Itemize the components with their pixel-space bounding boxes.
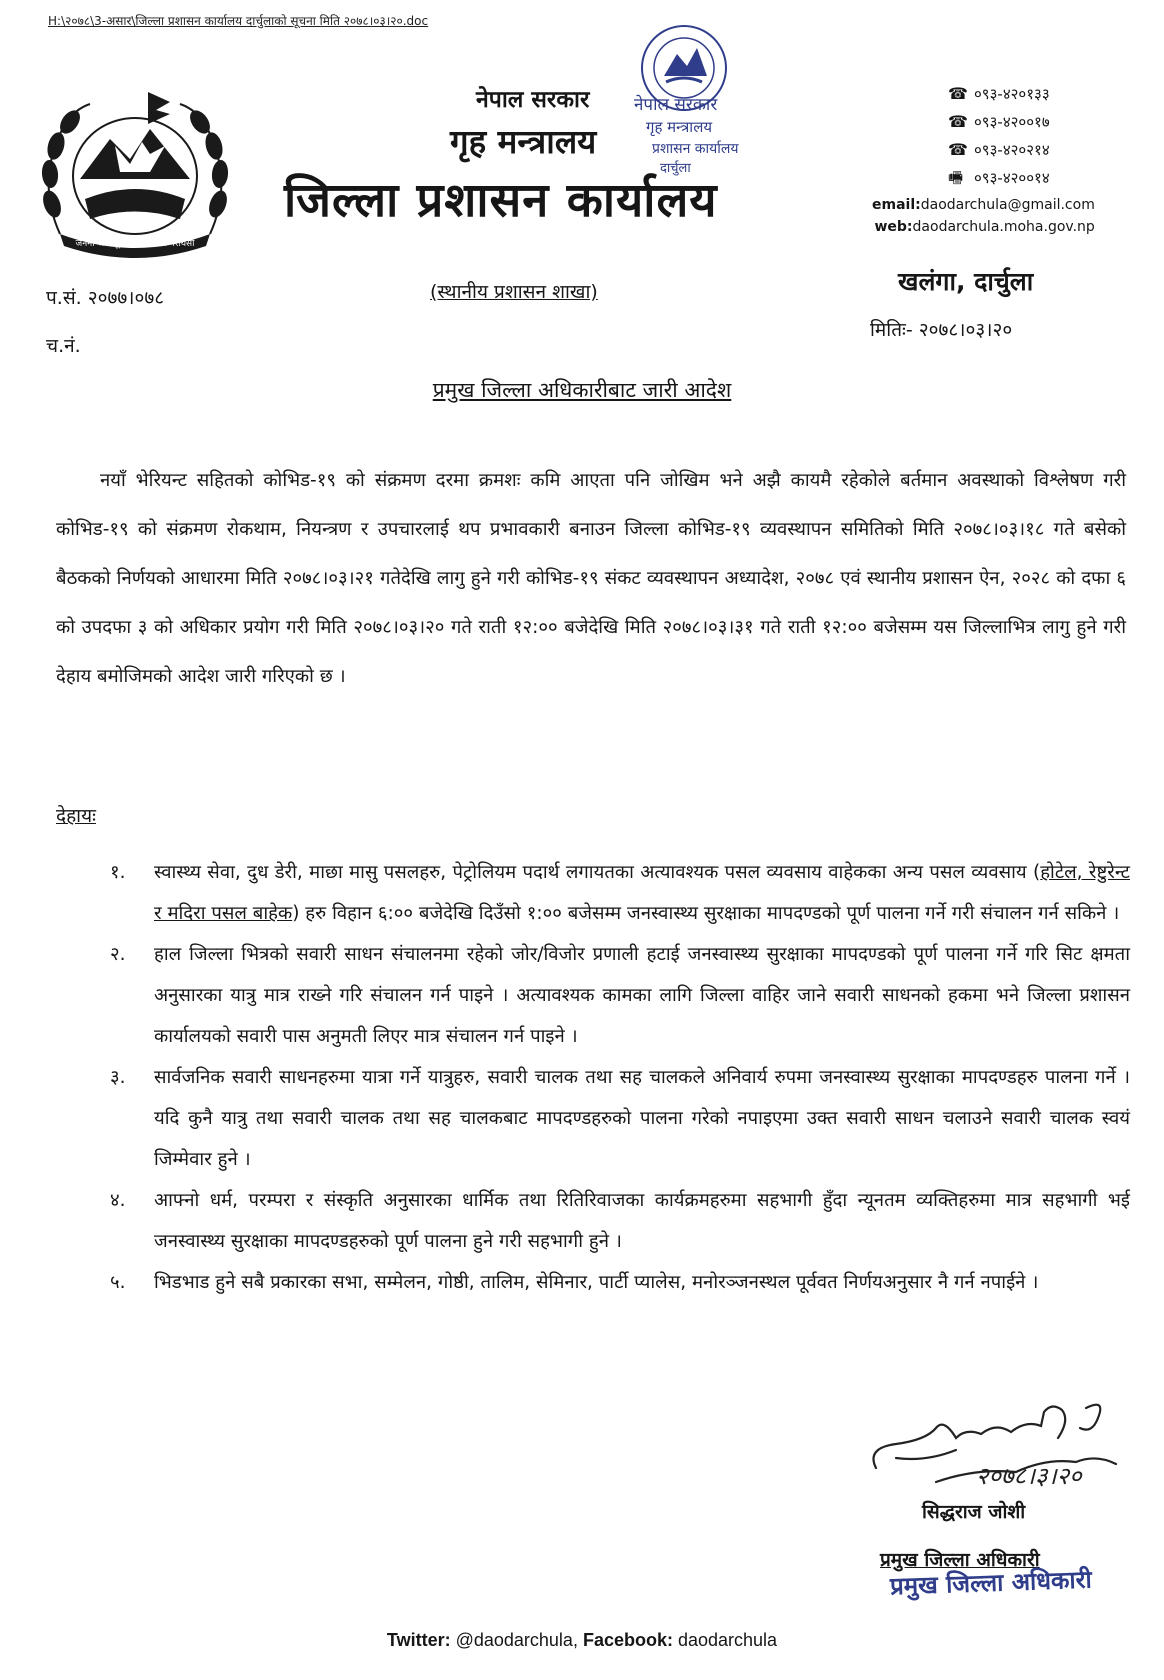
phone-icon: ☎: [948, 140, 968, 159]
phone-number: ०९३-४२०१३३: [974, 85, 1050, 103]
order-number: ३.: [110, 1067, 126, 1088]
office-location: खलंगा, दार्चुला: [898, 267, 1034, 296]
order-number: १.: [110, 862, 126, 883]
phone-line: [948, 80, 1050, 108]
fax-line: [948, 164, 1050, 192]
order-text: आफ्नो धर्म, परम्परा र संस्कृति अनुसारका धार्मिक तथा रितिरिवाजका कार्यक्रमहरुमा सहभागी हुँदा न्यूनतम व्यक्तिहरुमा मात्र सहभागी भई जनस्वास्थ्य सुरक्षाका मापदण्डहरुको पूर्ण पालना हुने गरी सहभागी हुने ।: [154, 1190, 1130, 1252]
signer-designation: प्रमुख जिल्ला अधिकारी: [880, 1549, 1040, 1571]
web-label: web:: [874, 219, 913, 235]
government-title: नेपाल सरकार: [476, 87, 590, 113]
twitter-handle[interactable]: @daodarchula,: [450, 1630, 583, 1650]
social-footer: [0, 1630, 1164, 1651]
stamp-line-4: दार्चुला: [660, 161, 691, 176]
stamp-line-3: प्रशासन कार्यालय: [652, 141, 739, 157]
designation-stamp: प्रमुख जिल्ला अधिकारी: [889, 1565, 1093, 1601]
order-text: भिडभाड हुने सबै प्रकारका सभा, सम्मेलन, गोष्ठी, तालिम, सेमिनार, पार्टी प्यालेस, मनोरञ्जनस्थल पूर्ववत निर्णयअनुसार नै गर्न नपाईने ।: [154, 1272, 1039, 1293]
order-text: स्वास्थ्य सेवा, दुध डेरी, माछा मासु पसलहरु, पेट्रोलियम पदार्थ लगायतका अत्यावश्यक पसल व्यवसाय वाहेकका अन्य पसल व्यवसाय (: [154, 862, 1041, 883]
order-text: सार्वजनिक सवारी साधनहरुमा यात्रा गर्ने यात्रुहरु, सवारी चालक तथा सह चालकले अनिवार्य रुपमा जनस्वास्थ्य सुरक्षाका मापदण्डहरु पालना गर्ने । यदि कुनै यात्रु तथा सवारी चालक तथा सह चालकबाट मापदण्डहरुको पालना गरेको नपाइएमा उक्त सवारी साधन चलाउने सवारी चालक स्वयं जिम्मेवार हुने ।: [154, 1067, 1130, 1170]
signer-name: सिद्धराज जोशी: [922, 1501, 1026, 1523]
orders-list: [110, 852, 1130, 1303]
ministry-title: गृह मन्त्रालय: [450, 122, 597, 161]
order-underlined-text: होटेल, रेष्टुरेन्ट र मदिरा पसल बाहेक: [154, 862, 1130, 924]
section-name: (स्थानीय प्रशासन शाखा): [430, 281, 598, 303]
phone-line: [948, 108, 1050, 136]
order-item: [110, 852, 1130, 934]
fax-number: ०९३-४२००१४: [974, 169, 1050, 187]
twitter-label: Twitter:: [386, 1630, 451, 1650]
signature-date: २०७८।३।२०: [976, 1462, 1082, 1490]
dispatch-number: च.नं.: [46, 335, 81, 357]
phone-icon: ☎: [948, 112, 968, 131]
order-item: [110, 934, 1130, 1057]
nepal-emblem-logo: [30, 84, 240, 259]
phone-icon: ☎: [948, 84, 968, 103]
contact-numbers: [948, 80, 1050, 192]
facebook-handle[interactable]: daodarchula: [672, 1630, 778, 1650]
order-text: हाल जिल्ला भित्रको सवारी साधन संचालनमा रहेको जोर/विजोर प्रणाली हटाई जनस्वास्थ्य सुरक्षाका मापदण्डको पूर्ण पालना गर्ने गरि सिट क्षमता अनुसारका यात्रु मात्र राख्ने गरि संचालन गर्न पाइने । अत्यावश्यक कामका लागि जिल्ला वाहिर जाने सवारी साधनको हकमा भने जिल्ला प्रशासन कार्यालयको सवारी पास अनुमती लिएर मात्र संचालन गर्न पाइने ।: [154, 944, 1130, 1047]
order-number: ५.: [110, 1272, 126, 1293]
web-line: [872, 216, 1095, 238]
order-item: [110, 1057, 1130, 1180]
web-address[interactable]: daodarchula.moha.gov.np: [912, 219, 1095, 235]
order-number: २.: [110, 944, 126, 965]
email-label: email:: [872, 197, 921, 213]
notice-subject: प्रमुख जिल्ला अधिकारीबाट जारी आदेश: [432, 378, 732, 402]
facebook-label: Facebook:: [582, 1630, 673, 1650]
email-address[interactable]: daodarchula@gmail.com: [920, 197, 1095, 213]
phone-number: ०९३-४२००१७: [974, 113, 1050, 131]
phone-line: [948, 136, 1050, 164]
stamp-line-1: नेपाल सरकार: [634, 95, 718, 115]
handwritten-signature: [866, 1398, 1156, 1490]
notice-body: नयाँ भेरियन्ट सहितको कोभिड-१९ को संक्रमण दरमा क्रमशः कमि आएता पनि जोखिम भने अझै कायमै रहेकोले बर्तमान अवस्थाको विश्लेषण गरी कोभिड-१९ को संक्रमण रोकथाम, नियन्त्रण र उपचारलाई थप प्रभावकारी बनाउन जिल्ला कोभिड-१९ व्यवस्थापन समितिको मिति २०७८।०३।१८ गते बसेको बैठकको निर्णयको आधारमा मिति २०७८।०३।२१ गतेदेखि लागु हुने गरी कोभिड-१९ संकट व्यवस्थापन अध्यादेश, २०७८ एवं स्थानीय प्रशासन ऐन, २०२८ को दफा ६ को उपदफा ३ को अधिकार प्रयोग गरी मिति २०७८।०३।२० गते राती १२:०० बजेदेखि मिति २०७८।०३।३१ गते राती १२:०० बजेसम्म यस जिल्लाभित्र लागु हुने गरी देहाय बमोजिमको आदेश जारी गरिएको छ ।: [56, 470, 1126, 687]
order-text-end: ) हरु विहान ६:०० बजेदेखि दिउँसो १:०० बजेसम्म जनस्वास्थ्य सुरक्षाका मापदण्डको पूर्ण पालना गर्ने गरी संचालन गर्न सकिने ।: [292, 903, 1120, 924]
phone-number: ०९३-४२०२१४: [974, 141, 1050, 159]
reference-number: प.सं. २०७७।०७८: [46, 287, 165, 309]
orders-heading: देहायः: [56, 805, 96, 827]
file-path: H:\२०७८\3-असार\जिल्ला प्रशासन कार्यालय दार्चुलाको सूचना मिति २०७८।०३।२०.doc: [48, 14, 429, 28]
email-web-block: [872, 194, 1095, 238]
office-title: जिल्ला प्रशासन कार्यालय: [284, 173, 718, 228]
fax-icon: 🖷: [948, 168, 964, 187]
letter-date: मितिः- २०७८।०३।२०: [870, 319, 1013, 341]
stamp-line-2: गृह मन्त्रालय: [646, 118, 713, 136]
order-number: ४.: [110, 1190, 126, 1211]
order-item: [110, 1180, 1130, 1262]
email-line: [872, 194, 1095, 216]
emblem-motto: जननी जन्मभूमिश्च स्वर्गादपि गरीयसी: [75, 239, 195, 249]
order-item: [110, 1262, 1130, 1303]
